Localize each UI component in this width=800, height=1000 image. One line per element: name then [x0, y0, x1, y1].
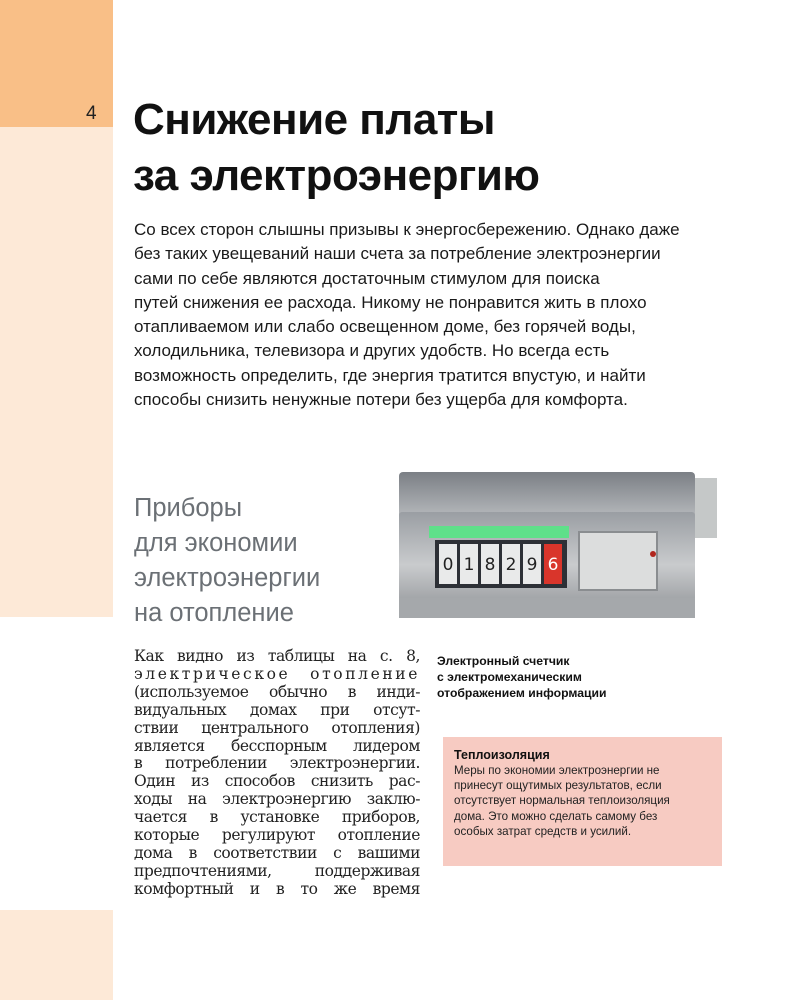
body-line: ствии центрального отопления)	[134, 718, 420, 737]
counter-digit: 1	[463, 555, 475, 575]
counter-digit: 8	[484, 555, 496, 575]
intro-line: путей снижения ее расхода. Никому не понравится жить в плохо	[134, 292, 647, 312]
section-heading-line: на отопление	[134, 599, 294, 627]
title-line: Снижение платы	[133, 95, 495, 144]
page-number: 4	[86, 103, 97, 124]
body-text	[134, 648, 420, 899]
counter-digit: 0	[442, 555, 454, 575]
figure-caption	[437, 653, 606, 701]
note-text	[454, 763, 712, 839]
green-display-strip	[429, 526, 569, 538]
body-line: (используемое обычно в инди-	[134, 682, 420, 701]
note-line: Меры по экономии электроэнергии не	[454, 764, 660, 777]
section-heading	[134, 491, 320, 631]
body-line: комфортный и в то же время	[134, 879, 420, 898]
body-line: Как видно из таблицы на с. 8,	[134, 647, 420, 665]
body-line: является бесспорным лидером	[134, 736, 420, 755]
body-line: чается в установке приборов,	[134, 808, 420, 827]
title-line: за электроэнергию	[133, 151, 540, 200]
body-line: дома в соответствии с вашими	[134, 843, 420, 862]
counter-digit-red: 6	[547, 555, 559, 575]
intro-line: Со всех сторон слышны призывы к энергосбережению. Однако даже	[134, 220, 680, 239]
intro-line: способы снизить ненужные потери без ущерба для комфорта.	[134, 390, 628, 410]
page-title	[133, 92, 539, 204]
body-line: Один из способов снизить рас-	[134, 772, 420, 791]
indicator-led	[650, 551, 656, 557]
note-line: отсутствует нормальная теплоизоляция	[454, 794, 670, 808]
note-line: принесут ощутимых результатов, если	[454, 779, 662, 793]
intro-line: без таких увещеваний наши счета за потребление электроэнергии	[134, 244, 661, 264]
body-line: видуальных домах при отсут-	[134, 700, 420, 719]
margin-tab-bottom	[0, 910, 113, 1000]
note-title: Теплоизоляция	[454, 748, 550, 762]
section-heading-line: Приборы	[134, 494, 243, 522]
intro-line: холодильника, телевизора и других удобств. Но всегда есть	[134, 341, 610, 361]
section-heading-line: электроэнергии	[134, 564, 321, 592]
body-line: электрическое отопление	[134, 664, 420, 683]
body-line: предпочтениями, поддерживая	[134, 861, 420, 880]
insulation-note-box	[443, 737, 722, 866]
note-line: особых затрат средств и усилий.	[454, 824, 632, 838]
lcd-panel	[579, 532, 657, 590]
intro-line: сами по себе являются достаточным стимулом для поиска	[134, 268, 600, 288]
margin-tab-light	[0, 127, 113, 617]
caption-line: с электромеханическим	[437, 670, 582, 684]
body-line: которые регулируют отопление	[134, 826, 420, 845]
body-line: в потреблении электроэнергии.	[134, 754, 420, 773]
body-line: ходы на электроэнергию заклю-	[134, 790, 420, 809]
intro-line: возможность определить, где энергия тратится впустую, и найти	[134, 365, 646, 385]
section-heading-line: для экономии	[134, 529, 298, 557]
note-line: дома. Это можно сделать самому без	[454, 809, 658, 823]
meter-base	[399, 598, 695, 618]
counter-digit: 2	[505, 555, 517, 575]
intro-line: отапливаемом или слабо освещенном доме, без горячей воды,	[134, 317, 636, 337]
intro-paragraph	[134, 218, 714, 412]
caption-line: отображением информации	[437, 686, 607, 700]
counter-digit: 9	[526, 555, 538, 575]
electricity-meter-photo	[399, 468, 717, 628]
caption-line: Электронный счетчик	[437, 654, 570, 668]
